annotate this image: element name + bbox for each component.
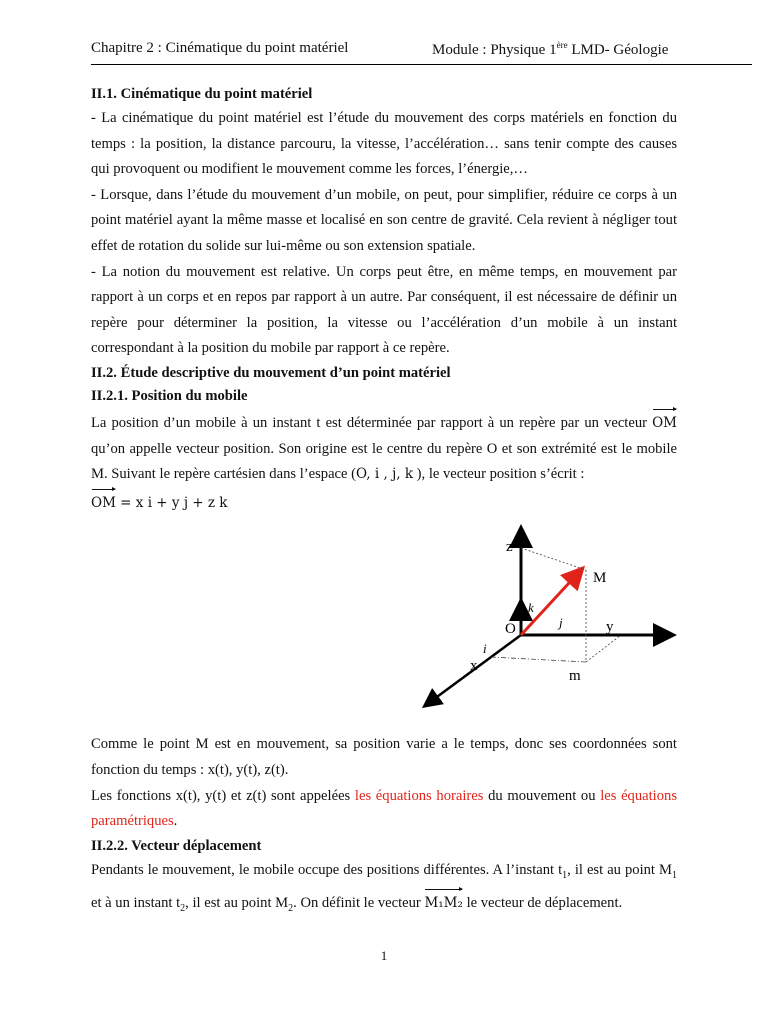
label-M: M	[593, 570, 607, 587]
document-body	[91, 83, 677, 922]
header-module: Module : Physique 1ère LMD- Géologie	[432, 40, 669, 58]
subsection-title-displacement: II.2.2. Vecteur déplacement	[91, 837, 262, 854]
label-k: k	[528, 600, 534, 616]
header-rule	[91, 64, 752, 65]
header-chapter: Chapitre 2 : Cinématique du point matériel	[91, 40, 349, 56]
coordinate-diagram	[91, 520, 677, 730]
label-O: O	[505, 621, 516, 638]
label-i: i	[483, 641, 487, 657]
paragraph: - Lorsque, dans l’étude du mouvement d’un mobile, on peut, pour simplifier, réduire ce corps à un point matériel ayant la même masse et localisé en son centre de gravité. Cela revient à négliger tout effet de rotation du solide sur lui-même ou son extension spatiale.	[91, 186, 677, 254]
label-z: z	[506, 539, 513, 556]
paragraph: - La cinématique du point matériel est l’étude du mouvement des corps matériels en fonction du temps : la position, la distance parcouru, la vitesse, l’accélération… sans tenir compte des causes qui provoquent ou modifient le mouvement comme les forces, l’énergie,…	[91, 110, 677, 178]
page-header	[91, 40, 675, 60]
paragraph-displacement: Pendants le mouvement, le mobile occupe des positions différentes. A l’instant $t_1$, il est au point $M_1$ et à un instant $t_2$, il est au point $M_2$. On définit le vecteur M₁M₂ le vecteur de déplacement.	[91, 858, 677, 922]
label-m: m	[569, 668, 581, 685]
label-j: j	[559, 615, 563, 631]
section-title-2: II.2. Étude descriptive du mouvement d’un point matériel	[91, 364, 451, 381]
vector-om: OM	[652, 408, 677, 437]
paragraph: - La notion du mouvement est relative. Un corps peut être, en même temps, en mouvement par rapport à un corps et en repos par rapport à un autre. Par conséquent, il est nécessaire de définir un repère pour déterminer la position, la vitesse ou l’accélération d’un mobile à un instant correspondant à la position du mobile par rapport à ce repère.	[91, 263, 677, 357]
frame-notation: O, i , j, k	[356, 466, 414, 483]
formula-position-vector: OM = x i + y j + z k	[91, 488, 677, 517]
subsection-title-position: II.2.1. Position du mobile	[91, 387, 248, 404]
label-y: y	[606, 619, 614, 636]
paragraph-position: La position d’un mobile à un instant t est déterminée par rapport à un repère par un vecteur OM qu’on appelle vecteur position. Son origine est le centre du repère O et son extrémité est le mobile M. Suivant le repère cartésien dans l’espace (O, i , j, k ), le vecteur position s’écrit :	[91, 408, 677, 488]
axes-diagram-svg	[421, 520, 681, 730]
paragraph: Comme le point M est en mouvement, sa position varie a le temps, donc ses coordonnées sont fonction du temps : x(t), y(t), z(t).	[91, 736, 677, 778]
section-title-1: II.1. Cinématique du point matériel	[91, 86, 313, 102]
vector-m1m2: M₁M₂	[424, 888, 462, 917]
highlight-equations-horaires: les équations horaires	[354, 787, 484, 804]
label-x: x	[470, 658, 478, 675]
page-number: 1	[380, 948, 388, 963]
paragraph-equations: Les fonctions x(t), y(t) et z(t) sont appelées les équations horaires du mouvement ou les équations paramétriques.	[91, 787, 678, 830]
highlight-equations-parametriques: les équations paramétriques	[91, 787, 678, 830]
